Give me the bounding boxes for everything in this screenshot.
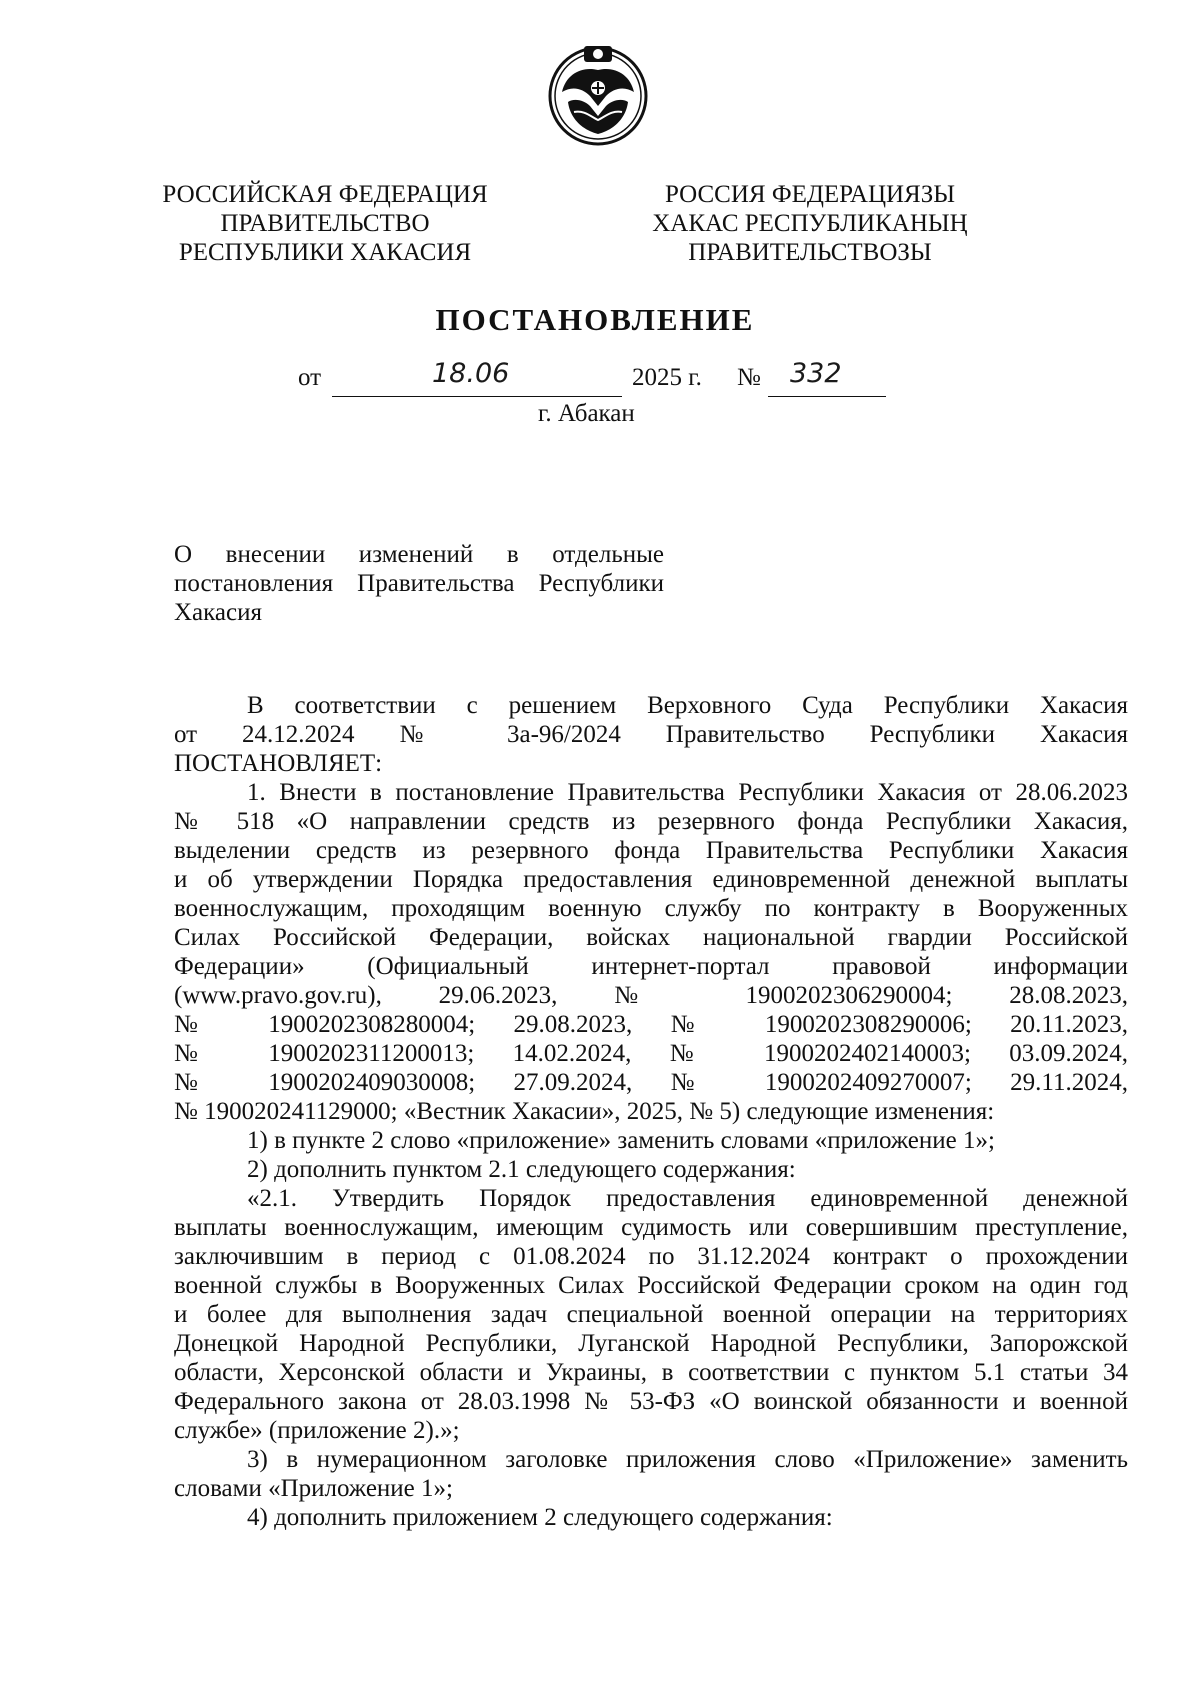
subject-line: Хакасия xyxy=(174,599,262,626)
republic-of-khakassia-emblem xyxy=(544,40,652,148)
header-right-line: РОССИЯ ФЕДЕРАЦИЯЗЫ xyxy=(664,181,956,208)
body-line: Федерации» (Официальный интернет-портал правовой информации xyxy=(174,953,1128,980)
body-line: выделении средств из резервного фонда Правительства Республики Хакасия xyxy=(174,837,1128,864)
subject-line: О внесении изменений в отдельные xyxy=(174,541,664,568)
number-label: № xyxy=(737,364,761,391)
date-fill-line xyxy=(332,396,622,397)
body-line: 1. Внести в постановление Правительства Республики Хакасия от 28.06.2023 xyxy=(247,779,1128,806)
subject-line: постановления Правительства Республики xyxy=(174,570,664,597)
body-line: № 518 «О направлении средств из резервного фонда Республики Хакасия, xyxy=(174,808,1128,835)
handwritten-number: 332 xyxy=(790,358,842,389)
body-line: (www.pravo.gov.ru), 29.06.2023, № 1900202306290004; 28.08.2023, xyxy=(174,982,1128,1009)
body-line: 3) в нумерационном заголовке приложения слово «Приложение» заменить xyxy=(247,1446,1128,1473)
body-line: 4) дополнить приложением 2 следующего содержания: xyxy=(247,1504,833,1531)
body-line: 1) в пункте 2 слово «приложение» заменить словами «приложение 1»; xyxy=(247,1127,995,1154)
document-title: ПОСТАНОВЛЕНИЕ xyxy=(435,302,755,337)
date-year: 2025 г. xyxy=(632,364,702,391)
body-line: ПОСТАНОВЛЯЕТ: xyxy=(174,750,383,777)
header-left-line: РОССИЙСКАЯ ФЕДЕРАЦИЯ xyxy=(162,181,488,208)
document-body xyxy=(174,691,1128,1532)
body-line: области, Херсонской области и Украины, в соответствии с пунктом 5.1 статьи 34 xyxy=(174,1359,1128,1386)
body-line: В соответствии с решением Верховного Суда Республики Хакасия xyxy=(247,692,1128,719)
body-line: № 1900202308280004; 29.08.2023, № 1900202308290006; 20.11.2023, xyxy=(174,1011,1128,1038)
body-line: службе» (приложение 2).»; xyxy=(174,1417,460,1444)
body-line: военнослужащим, проходящим военную службу по контракту в Вооруженных xyxy=(174,895,1128,922)
header-right-line: ХАКАС РЕСПУБЛИКАНЫҢ xyxy=(652,210,968,237)
body-line: выплаты военнослужащим, имеющим судимость или совершившим преступление, xyxy=(174,1214,1128,1241)
body-line: от 24.12.2024 № 3а-96/2024 Правительство Республики Хакасия xyxy=(174,721,1128,748)
body-line: и об утверждении Порядка предоставления единовременной денежной выплаты xyxy=(174,866,1128,893)
city: г. Абакан xyxy=(538,400,635,427)
header-khakas xyxy=(630,180,990,267)
handwritten-date: 18.06 xyxy=(432,358,510,389)
body-line: словами «Приложение 1»; xyxy=(174,1475,453,1502)
body-line: заключившим в период с 01.08.2024 по 31.12.2024 контракт о прохождении xyxy=(174,1243,1128,1270)
header-russian xyxy=(145,180,505,267)
body-line: № 190020241129000; «Вестник Хакасии», 2025, № 5) следующие изменения: xyxy=(174,1098,995,1125)
header-left-line: РЕСПУБЛИКИ ХАКАСИЯ xyxy=(178,239,472,266)
body-line: и более для выполнения задач специальной военной операции на территориях xyxy=(174,1301,1128,1328)
body-line: Силах Российской Федерации, войсках национальной гвардии Российской xyxy=(174,924,1128,951)
body-line: № 1900202409030008; 27.09.2024, № 1900202409270007; 29.11.2024, xyxy=(174,1069,1128,1096)
body-line: Федерального закона от 28.03.1998 № 53-ФЗ «О воинской обязанности и военной xyxy=(174,1388,1128,1415)
body-line: № 1900202311200013; 14.02.2024, № 1900202402140003; 03.09.2024, xyxy=(174,1040,1128,1067)
body-line: «2.1. Утвердить Порядок предоставления единовременной денежной xyxy=(247,1185,1128,1212)
date-prefix: от xyxy=(298,364,322,391)
document-subject xyxy=(174,540,664,627)
body-line: военной службы в Вооруженных Силах Российской Федерации сроком на один год xyxy=(174,1272,1128,1299)
body-line: 2) дополнить пунктом 2.1 следующего содержания: xyxy=(247,1156,796,1183)
body-line: Донецкой Народной Республики, Луганской Народной Республики, Запорожской xyxy=(174,1330,1128,1357)
number-fill-line xyxy=(768,396,886,397)
header-left-line: ПРАВИТЕЛЬСТВО xyxy=(220,210,430,237)
header-right-line: ПРАВИТЕЛЬСТВОЗЫ xyxy=(688,239,932,266)
